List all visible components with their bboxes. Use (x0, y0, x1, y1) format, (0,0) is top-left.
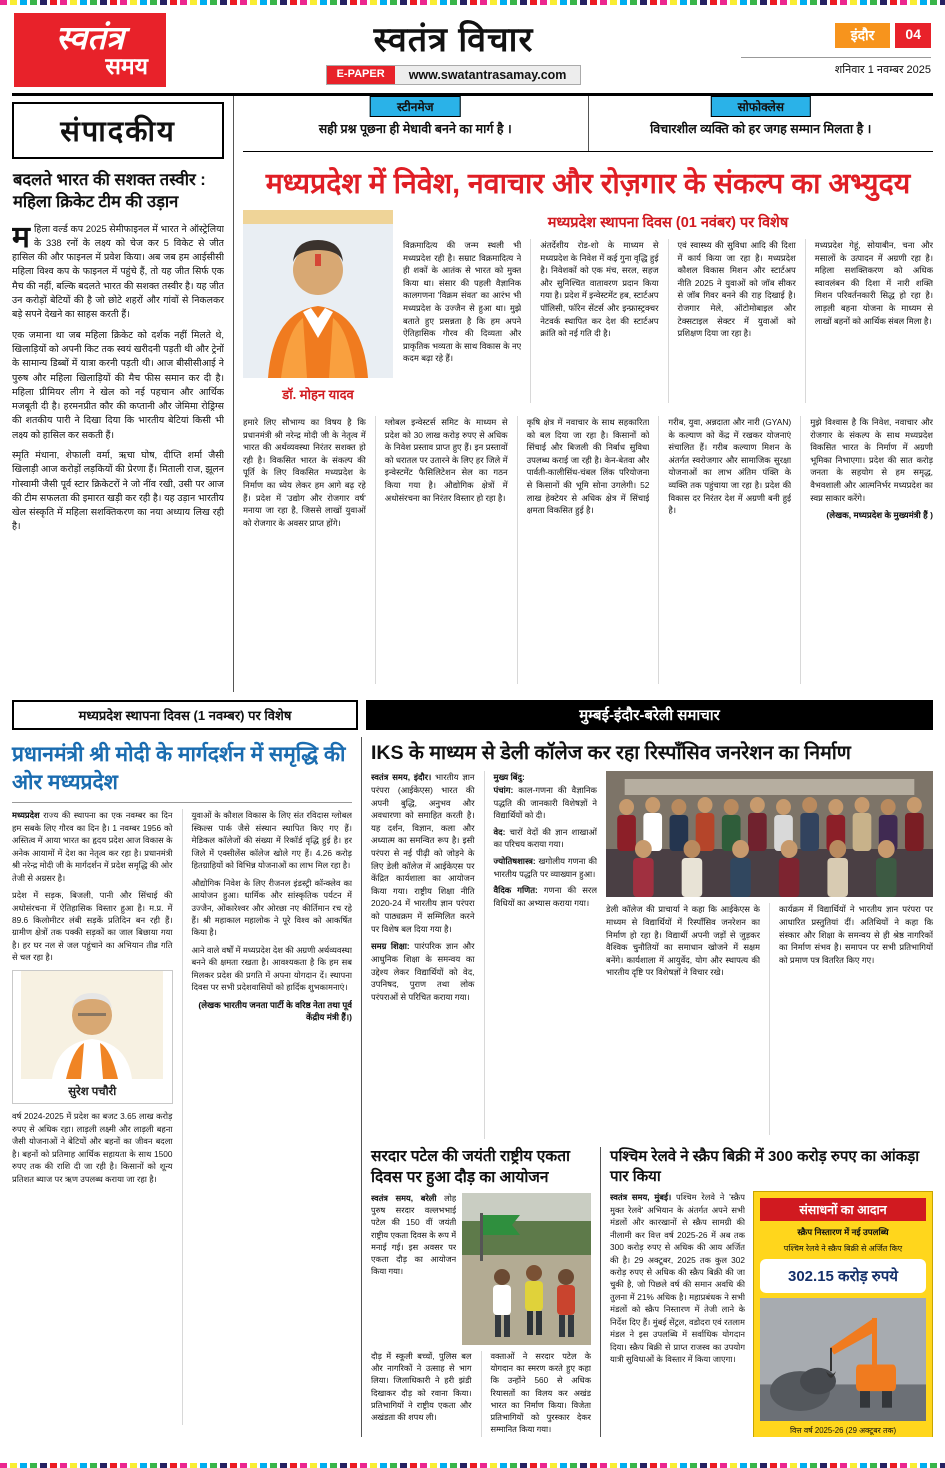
iks-paragraph: भारतीय ज्ञान परंपरा (आईकेएस) भारत की अपनी बुद्धि, अनुभव और अवधारणा को समाहित करती है। यह दर्शन, विज्ञान, कला और अध्यात्म का समन्वित रूप है। इसी परंपरा से नई पीढ़ी को जोड़ने के लिए डेली कॉलेज में आईकेएस पर केंद्रित कार्यशाला का आयोजन किया गया। राष्ट्रीय शिक्षा नीति 2020-24 में भारतीय ज्ञान परंपरा को पाठ्यक्रम में सम्मिलित करने पर विशेष बल दिया गया है। (371, 772, 475, 934)
pm-paragraph: राज्य की स्थापना का एक नवम्बर का दिन हम सबके लिए गौरव का दिन है। 1 नवम्बर 1956 को अस्तित्व में आया भारत का हृदय प्रदेश आज विकास के अनेक आयामों में देश का नेतृत्व कर रहा है। प्रधानमंत्री श्री नरेन्द्र मोदी जी के मार्गदर्शन में प्रदेश समृद्धि की ओर तेजी से अग्रसर है। (12, 810, 173, 883)
mohan-yadav-caption: डॉ. मोहन यादव (282, 387, 354, 402)
unity-run-photo (462, 1193, 591, 1345)
lead-column: ग्लोबल इन्वेस्टर्स समिट के माध्यम से प्रदेश को 30 लाख करोड़ रुपए से अधिक के निवेश प्रस्ताव प्राप्त हुए हैं। इन प्रस्तावों को धरातल पर उतारने के लिए हर जिले में इन्वेस्टमेंट फैसिलिटेशन सेल का गठन किया गया है। औद्योगिक क्षेत्रों में अधोसंरचना का निरंतर विस्तार हो रहा है। (375, 416, 508, 684)
bottom-section (0, 737, 945, 1437)
epaper-badge: E-PAPER (327, 66, 395, 84)
special-day-tag: मध्यप्रदेश स्थापना दिवस (01 नवंबर) पर विशेष (547, 215, 789, 231)
patel-byline: स्वतंत्र समय, बरेली (371, 1193, 437, 1203)
railway-headline: पश्चिम रेलवे ने स्क्रैप बिक्री में 300 करोड़ रुपए का आंकड़ा पार किया (610, 1148, 920, 1185)
iks-column-2 (484, 771, 598, 1139)
pm-lede: मध्यप्रदेश (12, 810, 40, 821)
mohan-yadav-photo (243, 210, 393, 378)
iks-article (371, 741, 933, 1139)
iks-item-text: गणना की सरल विधियों का अभ्यास कराया गया। (493, 885, 597, 908)
quote-text-1: सही प्रश्न पूछना ही मेधावी बनने का मार्ग है । (318, 122, 512, 136)
group-photo (606, 771, 933, 897)
pm-paragraph: आने वाले वर्षों में मध्यप्रदेश देश की अग्रणी अर्थव्यवस्था बनने की क्षमता रखता है। आवश्यकता है कि हम सब मिलकर प्रदेश की प्रगति में अपना योगदान दें। स्थापना दिवस पर सभी प्रदेशवासियों को हार्दिक शुभकामनाएं। (191, 944, 352, 993)
lead-body-top (403, 239, 933, 403)
editorial-column (12, 96, 234, 692)
lead-column-text: मुझे विश्वास है कि निवेश, नवाचार और रोजगार के संकल्प के साथ मध्यप्रदेश विकसित भारत के निर्माण में अग्रणी भूमिका निभाएगा। प्रदेश की सात करोड़ जनता के सहयोग से हम समृद्ध, वैभवशाली और आत्मनिर्भर मध्यप्रदेश का स्वप्न साकार करेंगे। (810, 417, 933, 503)
lead-column: गरीब, युवा, अन्नदाता और नारी (GYAN) के कल्याण को केंद्र में रखकर योजनाएं संचालित हैं। गरीब कल्याण मिशन के अंतर्गत स्वरोजगार और सामाजिक सुरक्षा योजनाओं का लाभ अंतिम पंक्ति के व्यक्ति तक पहुंचाया जा रहा है। प्रदेश की विकास दर निरंतर देश में अग्रणी बनी हुई है। (658, 416, 791, 684)
suresh-pachouri-photo (21, 971, 163, 1079)
lead-column: हमारे लिए सौभाग्य का विषय है कि प्रधानमंत्री श्री नरेन्द्र मोदी जी के नेतृत्व में भारत की अर्थव्यवस्था निरंतर सशक्त हो रही है। विकसित भारत के संकल्प की पूर्ति के लिए विकसित मध्यप्रदेश के निर्माण का ध्येय लेकर हम आगे बढ़ रहे हैं। प्रदेश में 'उद्योग और रोजगार वर्ष' मनाया जा रहा है, जिससे लाखों युवाओं को रोजगार के अवसर प्राप्त होंगे। (243, 417, 366, 528)
railway-byline: स्वतंत्र समय, मुंबई। (610, 1192, 672, 1203)
pm-paragraph: औद्योगिक निवेश के लिए रीजनल इंडस्ट्री कॉन्क्लेव का आयोजन हुआ। धार्मिक और सांस्कृतिक पर्यटन में उज्जैन, ओंकारेश्वर और ओरछा नए कीर्तिमान रच रहे हैं। श्री महाकाल महालोक ने पूरे विश्व को आकर्षित किया है। (191, 877, 352, 938)
iks-item-label: पंचांग: (493, 784, 514, 795)
top-section (0, 96, 945, 692)
patel-article (371, 1147, 601, 1437)
railway-ad-box (753, 1191, 933, 1437)
pm-article-headline: प्रधानमंत्री श्री मोदी के मार्गदर्शन में समृद्धि की ओर मध्यप्रदेश (12, 741, 352, 803)
lead-headline: मध्यप्रदेश में निवेश, नवाचार और रोज़गार के संकल्प का अभ्युदय (265, 168, 911, 200)
iks-column-4: कार्यक्रम में विद्यार्थियों ने भारतीय ज्ञान परंपरा पर आधारित प्रस्तुतियां दीं। अतिथियों ने कहा कि संस्कार और शिक्षा के समन्वय से ही श्रेष्ठ नागरिकों का निर्माण संभव है। समापन पर सभी प्रतिभागियों को प्रमाण पत्र वितरित किए गए। (769, 903, 933, 1135)
city-badge: इंदौर (835, 23, 891, 48)
iks-item-text: चारों वेदों की ज्ञान शाखाओं का परिचय कराया गया। (493, 826, 597, 850)
masthead-center (166, 15, 741, 85)
editorial-section-title: संपादकीय (12, 102, 224, 159)
editorial-headline: बदलते भारत की सशक्त तस्वीर : महिला क्रिकेट टीम की उड़ान (13, 171, 206, 212)
quote-boxes (243, 96, 933, 152)
editorial-dropcap: म (12, 221, 30, 254)
iks-item-text: काल-गणना की वैज्ञानिक पद्धति की जानकारी विशेषज्ञों ने विद्यार्थियों को दी। (493, 784, 597, 821)
lead-body-bottom (243, 416, 933, 684)
lead-column: विक्रमादित्य की जन्म स्थली भी मध्यप्रदेश रही है। सम्राट विक्रमादित्य ने ही शकों के आतंक से भारत को मुक्त किया था। संसार की पहली वैज्ञानिक कालगणना 'विक्रम संवत' का आरंभ भी मध्यप्रदेश के उज्जैन से हुआ था। मुझे बताते हुए प्रसन्नता है कि हम अपने ऐतिहासिक गौरव की दिव्यता और प्राकृतिक भव्यता के साथ विकास के नए कदम बढ़ा रहे हैं। (403, 240, 522, 364)
scrap-crane-photo (760, 1298, 926, 1421)
pm-paragraph: प्रदेश में सड़क, बिजली, पानी और सिंचाई की अधोसंरचना में ऐतिहासिक विस्तार हुआ है। म.प्र. में 89.6 किलोमीटर लंबी सड़कें प्रतिदिन बन रही हैं। ग्रामीण क्षेत्रों तक पक्की सड़कों का जाल बिछाया गया है। हर घर नल से जल पहुंचाने का अभियान तीव्र गति से चल रहा है। (12, 890, 173, 963)
iks-item-label: ज्योतिषशास्त्र: (493, 856, 536, 867)
iks-column-3: डेली कॉलेज की प्राचार्या ने कहा कि आईकेएस के माध्यम से विद्यार्थियों में रिस्पॉंसिव जनरेशन का निर्माण हो रहा है। विद्यार्थी अपनी जड़ों से जुड़कर वैश्विक चुनौतियों का समाधान खोजने में सक्षम बनेंगे। कार्यशाला में आयुर्वेद, योग और स्थापत्य की भारतीय दृष्टि पर विशेषज्ञों ने विचार रखे। (606, 904, 760, 978)
masthead (0, 5, 945, 93)
iks-column-1 (371, 771, 475, 1139)
mohan-yadav-figure (243, 210, 393, 408)
date-text: शनिवार 1 नवम्बर 2025 (741, 57, 931, 77)
website-link[interactable]: www.swatantrasamay.com (408, 68, 567, 82)
lead-column: कृषि क्षेत्र में नवाचार के साथ सहकारिता को बल दिया जा रहा है। किसानों को सिंचाई और बिजली की निर्बाध सुविधा उपलब्ध कराई जा रही है। केन-बेतवा और पार्वती-कालीसिंध-चंबल लिंक परियोजना से किसानों की भूमि सोना उगलेगी। 52 लाख हेक्टेयर से अधिक क्षेत्र में सिंचाई क्षमता विकसित हुई है। (517, 416, 650, 684)
quote-box-1 (243, 96, 588, 151)
railway-text: पश्चिम रेलवे ने 'स्क्रैप मुक्त रेलवे' अभियान के अंतर्गत अपने सभी मंडलों और कारखानों से स्क्रैप सामग्री की नीलामी कर वित्त वर्ष 2025-26 में अब तक 300 करोड़ रुपए से अधिक की आय अर्जित की है। 29 अक्टूबर, 2025 तक कुल 302 करोड़ रुपए से अधिक की स्क्रैप बिक्री की जा चुकी है, जो पिछले वर्ष की समान अवधि की तुलना में 21% अधिक है। महाप्रबंधक ने सभी मंडलों को स्क्रैप निस्तारण में तेजी लाने के निर्देश दिए हैं। मुंबई सेंट्रल, वडोदरा एवं रतलाम मंडल ने इस उपलब्धि में सर्वाधिक योगदान दिया। स्क्रैप बिक्री से प्राप्त राजस्व का उपयोग यात्री सुविधाओं के विस्तार में किया जाएगा। (610, 1192, 745, 1365)
ad-subtitle: स्क्रैप निस्तारण में नई उपलब्धि (797, 1227, 889, 1238)
iks-item-text: खगोलीय गणना की भारतीय पद्धति पर व्याख्यान हुआ। (493, 856, 597, 879)
railway-body (610, 1191, 745, 1437)
pm-paragraph: युवाओं के कौशल विकास के लिए संत रविदास ग्लोबल स्किल्स पार्क जैसे संस्थान स्थापित किए गए हैं। मेडिकल कॉलेजों की संख्या में रिकॉर्ड वृद्धि हुई है। हर जिले में एक्सीलेंस कॉलेज खोले गए हैं। 4.26 करोड़ हितग्राहियों को विभिन्न योजनाओं का लाभ मिल रहा है। (191, 810, 352, 871)
logo-text-bottom: समय (105, 52, 148, 79)
lead-article-top (243, 210, 933, 408)
patel-column-1: दौड़ में स्कूली बच्चों, पुलिस बल और नागरिकों ने उत्साह से भाग लिया। जिलाधिकारी ने हरी झंडी दिखाकर दौड़ को रवाना किया। प्रतिभागियों ने राष्ट्रीय एकता और अखंडता की शपथ ली। (371, 1351, 472, 1423)
lead-author-line: (लेखक, मध्यप्रदेश के मुख्यमंत्री हैं ) (826, 510, 933, 521)
edition-title: स्वतंत्र विचार (373, 21, 534, 59)
patel-column-2: वक्ताओं ने सरदार पटेल के योगदान का स्मरण करते हुए कहा कि उन्होंने 560 से अधिक रियासतों का विलय कर अखंड भारत का निर्माण किया। विजेता प्रतिभागियों को पुरस्कार देकर सम्मानित किया गया। (481, 1351, 592, 1437)
ad-title: संसाधनों का आदान (760, 1198, 926, 1221)
epaper-bar (326, 65, 582, 85)
patel-lead-text: लोह पुरुष सरदार वल्लभभाई पटेल की 150 वीं जयंती राष्ट्रीय एकता दिवस के रूप में मनाई गई। इस अवसर पर एकता दौड़ का आयोजन किया गया। (371, 1193, 457, 1277)
quote-author-1: स्टीनमेज (370, 96, 461, 117)
iks-byline: स्वतंत्र समय, इंदौर। (371, 772, 432, 783)
ad-footnote: वित्त वर्ष 2025-26 (29 अक्टूबर तक) (789, 1426, 897, 1436)
lead-column (800, 416, 933, 684)
quote-author-2: सोफोक्लेस (711, 96, 811, 117)
mid-band (12, 700, 933, 730)
pm-author-line: (लेखक भारतीय जनता पार्टी के वरिष्ठ नेता तथा पूर्व केंद्रीय मंत्री हैं।) (198, 999, 352, 1023)
iks-right-columns (606, 903, 933, 1135)
editorial-body (12, 222, 224, 652)
patel-headline: सरदार पटेल की जयंती राष्ट्रीय एकता दिवस पर हुआ दौड़ का आयोजन (371, 1148, 571, 1186)
patel-lead-column (371, 1193, 456, 1345)
city-news-banner: मुम्बई-इंदौर-बरेली समाचार (366, 700, 933, 730)
lead-column: अंतर्देशीय रोड-शो के माध्यम से मध्यप्रदेश के निवेश में कई गुना वृद्धि हुई है। निवेशकों को एक मंच, सरल, सहज और सुनिश्चित वातावरण प्रदान किया गया है। प्रदेश में इन्वेस्टमेंट हब, स्टार्टअप पॉलिसी, फॉरेन सेंटर्स और इन्फ्रास्ट्रक्चर नेटवर्क स्थापित कर देश की स्टार्टअप क्रांति को नई गति दी है। (530, 239, 658, 403)
pm-article (12, 737, 362, 1437)
ad-line: पश्चिम रेलवे ने स्क्रैप बिक्री से अर्जित किए (783, 1244, 903, 1254)
iks-item-label: समग्र शिक्षा: (371, 941, 410, 952)
iks-left-columns (371, 771, 597, 1139)
iks-item-label: वैदिक गणित: (493, 885, 538, 896)
lead-article-zone (234, 96, 933, 692)
pachouri-figure (12, 970, 173, 1105)
logo-text-top: स्वतंत्र (55, 18, 125, 56)
lead-column: मध्यप्रदेश गेहूं, सोयाबीन, चना और मसालों के उत्पादन में अग्रणी रहा है। महिला सशक्तिकरण को अधिक स्वावलंबन की दिशा में नारी शक्ति मिशन परिवर्तनकारी सिद्ध हो रहा है। लाड़ली बहना योजना के माध्यम से लाखों बहनों को आर्थिक संबल मिला है। (805, 239, 933, 403)
iks-item-label: मुख्य बिंदु: (493, 772, 525, 783)
iks-headline: IKS के माध्यम से डेली कॉलेज कर रहा रिस्पॉंसिव जनरेशन का निर्माण (371, 742, 851, 764)
editorial-paragraph: हिला वर्ल्ड कप 2025 सेमीफाइनल में भारत ने ऑस्ट्रेलिया के 338 रनों के लक्ष्य को चेज कर 5 विकेट से जीत हासिल की और फाइनल में प्रवेश किया। अब जब हम आईसीसी महिला विश्व कप के फाइनल में पहुंचे हैं, तो यह जीत सिर्फ एक मैच की नहीं, बल्कि बदलते भारत की सशक्त तस्वीर है। यह जीत उन करोड़ों बेटियों की है जो छोटे शहरों और गांवों से निकलकर बड़े सपने देखने का साहस करती हैं। (12, 222, 224, 320)
right-zone (371, 737, 933, 1437)
iks-item-label: वेद: (493, 826, 506, 837)
lead-column: एवं स्वास्थ्य की सुविधा आदि की दिशा में कार्य किया जा रहा है। मध्यप्रदेश कौशल विकास मिशन और स्टार्टअप नीति 2025 ने युवाओं को जॉब सीकर से जॉब गिवर बनने की राह दिखाई है। रोजगार मेले, ऑटोमोबाइल और टेक्सटाइल सेक्टर में युवाओं को प्रशिक्षण दिया जा रहा है। (668, 239, 796, 403)
pm-article-body (12, 809, 352, 1425)
patel-body (371, 1351, 591, 1437)
editorial-paragraph: स्मृति मंधाना, शेफाली वर्मा, ऋचा घोष, दीप्ति शर्मा जैसी खिलाड़ी आज करोड़ों लड़कियों की प्रेरणा हैं। मिताली राज, झूलन गोस्वामी जैसी पूर्व स्टार क्रिकेटरों ने जो नींव रखी, उसी पर आज की टीम सफलता की इमारत खड़ी कर रही है। यह उड़ान भारतीय खेल संस्कृति में महिला सशक्तिकरण का नया अध्याय लिख रही है। (12, 448, 224, 532)
page-number-badge: 04 (895, 23, 931, 48)
masthead-right (741, 23, 931, 77)
pachouri-caption: सुरेश पचौरी (68, 1086, 117, 1099)
quote-box-2 (588, 96, 934, 151)
pm-column-1 (12, 809, 173, 1425)
quote-text-2: विचारशील व्यक्ति को हर जगह सम्मान मिलता है । (650, 122, 872, 136)
ad-amount: 302.15 करोड़ रुपये (760, 1259, 926, 1293)
newspaper-logo (14, 13, 166, 87)
decorative-color-strip-bottom (0, 1463, 945, 1468)
pm-paragraph: वर्ष 2024-2025 में प्रदेश का बजट 3.65 लाख करोड़ रुपए से अधिक रहा। लाड़ली लक्ष्मी और लाड़ली बहना जैसी योजनाओं ने बेटियों और बहनों का जीवन बदला है। बहनों को प्रतिमाह आर्थिक सहायता के साथ 1500 रुपए तक की राशि दी जा रही है। किसानों को शून्य प्रतिशत ब्याज पर ऋण उपलब्ध कराया जा रहा है। (12, 1111, 173, 1184)
pm-column-2 (182, 809, 353, 1425)
railway-article (610, 1147, 933, 1437)
iks-item-text: पारंपरिक ज्ञान और आधुनिक शिक्षा के समन्वय का उद्देश्य लेकर विद्यार्थियों को वेद, उपनिषद, पुराण तथा लोक परंपराओं से परिचित कराया गया। (371, 941, 475, 1002)
foundation-day-tag: मध्यप्रदेश स्थापना दिवस (1 नवम्बर) पर विशेष (12, 700, 358, 730)
editorial-paragraph: एक जमाना था जब महिला क्रिकेट को दर्शक नहीं मिलते थे, खिलाड़ियों को अपनी किट तक स्वयं खरीदनी पड़ती थी और ट्रेनों के सामान्य डिब्बों में यात्रा करनी पड़ती थी। आज बीसीसीआई ने पुरुष और महिला खिलाड़ियों की मैच फीस समान कर दी है। महिला प्रीमियर लीग ने खेल को नई पहचान और आर्थिक मजबूती दी है। हरमनप्रीत कौर की कप्तानी और जेमिमा रोड्रिग्स की शतकीय पारी ने दिखा दिया कि भारतीय बेटियां किसी भी लक्ष्य को हासिल कर सकती हैं। (12, 328, 224, 440)
